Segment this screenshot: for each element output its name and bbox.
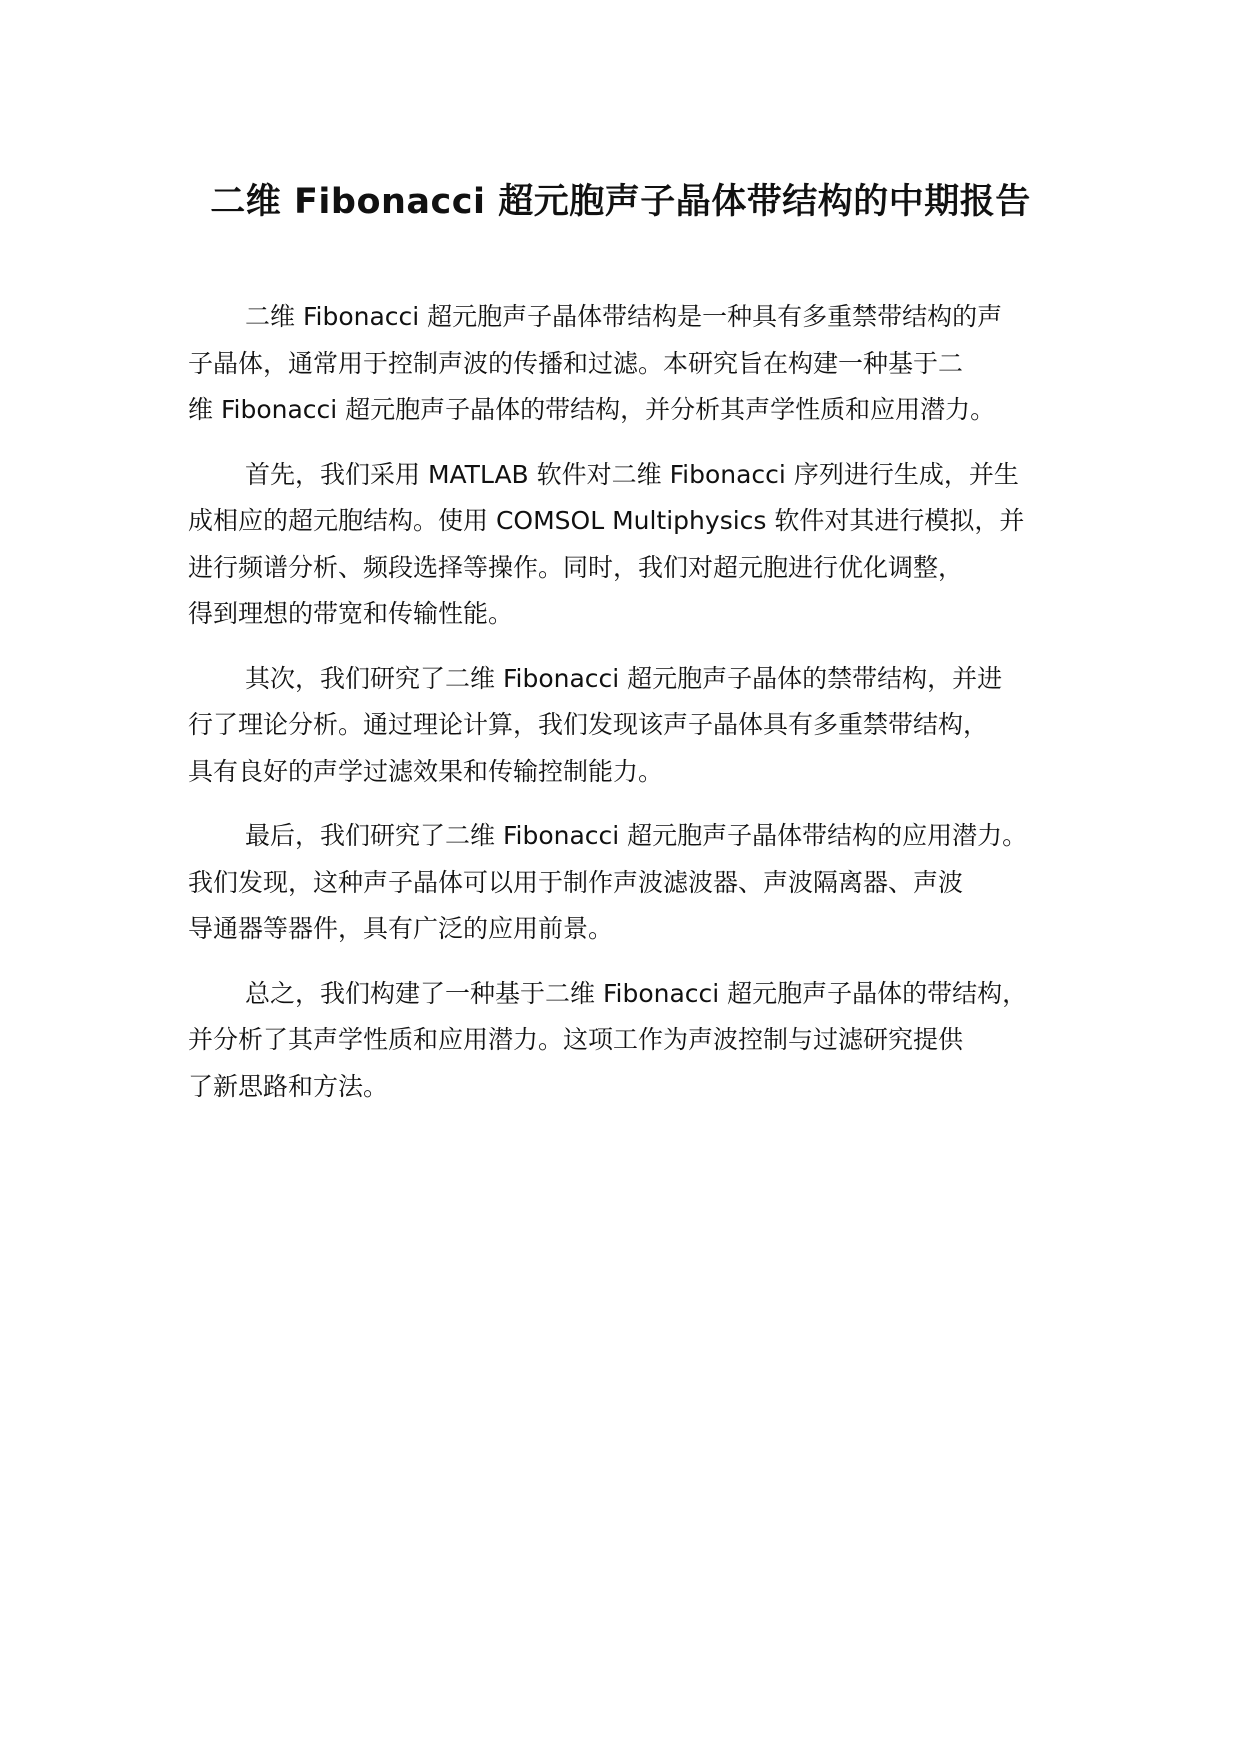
- paragraph-line: 了新思路和方法。: [188, 1071, 389, 1101]
- document-title: 二维 Fibonacci 超元胞声子晶体带结构的中期报告: [210, 182, 1031, 222]
- paragraph-line: 行了理论分析。通过理论计算，我们发现该声子晶体具有多重禁带结构，: [188, 710, 989, 739]
- paragraph-line: 其次，我们研究了二维 Fibonacci 超元胞声子晶体的禁带结构，并进: [245, 663, 1003, 693]
- paragraph-line: 得到理想的带宽和传输性能。: [188, 599, 514, 628]
- paragraph-conclusion: [188, 971, 1078, 1111]
- paragraph-applications: [188, 813, 1078, 953]
- paragraph-line: 并分析了其声学性质和应用潜力。这项工作为声波控制与过滤研究提供: [188, 1025, 964, 1054]
- paragraph-line: 我们发现，这种声子晶体可以用于制作声波滤波器、声波隔离器、声波: [188, 867, 964, 897]
- paragraph-methods: [188, 452, 1078, 638]
- paragraph-line: 进行频谱分析、频段选择等操作。同时，我们对超元胞进行优化调整，: [188, 552, 964, 582]
- paragraph-line: 首先，我们采用 MATLAB 软件对二维 Fibonacci 序列进行生成，并生: [245, 459, 1019, 489]
- paragraph-analysis: [188, 656, 1078, 796]
- paragraph-line: 成相应的超元胞结构。使用 COMSOL Multiphysics 软件对其进行模拟，并: [188, 506, 1025, 535]
- paragraph-line: 导通器等器件，具有广泛的应用前景。: [188, 914, 614, 943]
- paragraph-intro: [188, 294, 1078, 434]
- paragraph-line: 维 Fibonacci 超元胞声子晶体的带结构，并分析其声学性质和应用潜力。: [188, 395, 996, 424]
- paragraph-line: 二维 Fibonacci 超元胞声子晶体带结构是一种具有多重禁带结构的声: [245, 302, 1003, 331]
- paragraph-line: 子晶体，通常用于控制声波的传播和过滤。本研究旨在构建一种基于二: [188, 348, 964, 378]
- paragraph-line: 最后，我们研究了二维 Fibonacci 超元胞声子晶体带结构的应用潜力。: [245, 821, 1028, 850]
- paragraph-line: 具有良好的声学过滤效果和传输控制能力。: [188, 756, 664, 786]
- document-body: [188, 294, 1078, 1128]
- paragraph-line: 总之，我们构建了一种基于二维 Fibonacci 超元胞声子晶体的带结构，: [245, 978, 1028, 1008]
